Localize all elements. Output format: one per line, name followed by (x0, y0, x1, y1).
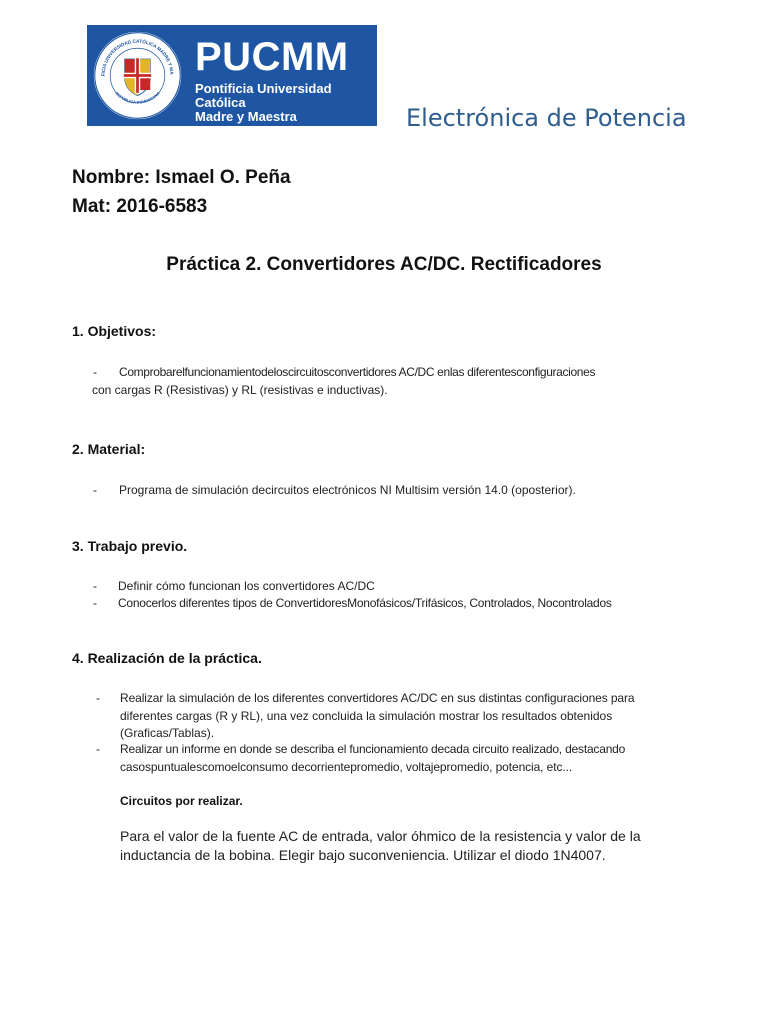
trabajo-item-1: Definir cómo funcionan los convertidores AC/DC (118, 579, 375, 593)
realizacion-bullet-1: - (96, 691, 100, 705)
student-name: Nombre: Ismael O. Peña (72, 167, 291, 188)
seal-text-top: FICIA UNIVERSIDAD CATÓLICA MADRE Y MA (101, 39, 174, 77)
pucmm-logo (87, 25, 377, 126)
student-info (72, 163, 291, 221)
objetivos-line1: Comprobarelfuncionamientodeloscircuitosconvertidores AC/DC enlas diferentesconfiguraciones (119, 365, 596, 379)
realizacion-item1-line3: (Graficas/Tablas). (120, 726, 215, 740)
trabajo-bullet-1: - (93, 579, 97, 593)
section-objetivos-heading: 1. Objetivos: (72, 323, 157, 339)
realizacion-item1-line2: diferentes cargas (R y RL), una vez concluida la simulación mostrar los resultados obtenidos (120, 709, 613, 723)
trabajo-item-2: Conocerlos diferentes tipos de ConvertidoresMonofásicos/Trifásicos, Controlados, Nocontrolados (118, 596, 612, 610)
realizacion-bullet-2: - (96, 742, 100, 756)
student-mat: Mat: 2016-6583 (72, 196, 208, 217)
logo-subtitle (195, 82, 377, 124)
university-seal-icon (92, 30, 183, 121)
seal-text-bottom: REPÚBLICA DOMINICANA (114, 90, 161, 105)
objetivos-line2: con cargas R (Resistivas) y RL (resistivas e inductivas). (92, 383, 388, 397)
trabajo-bullet-2: - (93, 596, 97, 610)
material-item: Programa de simulación decircuitos electrónicos NI Multisim versión 14.0 (oposterior). (119, 483, 576, 497)
realizacion-item2-line2: casospuntualescomoelconsumo decorrientepromedio, voltajepromedio, potencia, etc... (120, 760, 573, 774)
circuitos-line1: Para el valor de la fuente AC de entrada, valor óhmico de la resistencia y valor de la (120, 828, 641, 844)
realizacion-item2-line1: Realizar un informe en donde se describa el funcionamiento decada circuito realizado, destacando (120, 742, 626, 756)
section-realizacion-heading: 4. Realización de la práctica. (72, 650, 262, 666)
circuitos-line2: inductancia de la bobina. Elegir bajo suconveniencia. Utilizar el diodo 1N4007. (120, 847, 606, 863)
page-title: Práctica 2. Convertidores AC/DC. Rectificadores (166, 254, 602, 275)
circuitos-paragraph (120, 827, 641, 865)
circuitos-subheading: Circuitos por realizar. (120, 794, 243, 808)
logo-wordmark: PUCMM (195, 35, 349, 79)
logo-subtitle-line2: Madre y Maestra (195, 109, 297, 124)
realizacion-item1-line1: Realizar la simulación de los diferentes convertidores AC/DC en sus distintas configuraciones para (120, 691, 635, 705)
course-title: Electrónica de Potencia (406, 104, 687, 132)
material-bullet: - (93, 483, 97, 497)
objetivos-bullet: - (93, 365, 97, 379)
logo-subtitle-line1: Pontificia Universidad Católica (195, 81, 332, 110)
section-trabajo-heading: 3. Trabajo previo. (72, 538, 188, 554)
section-material-heading: 2. Material: (72, 441, 146, 457)
